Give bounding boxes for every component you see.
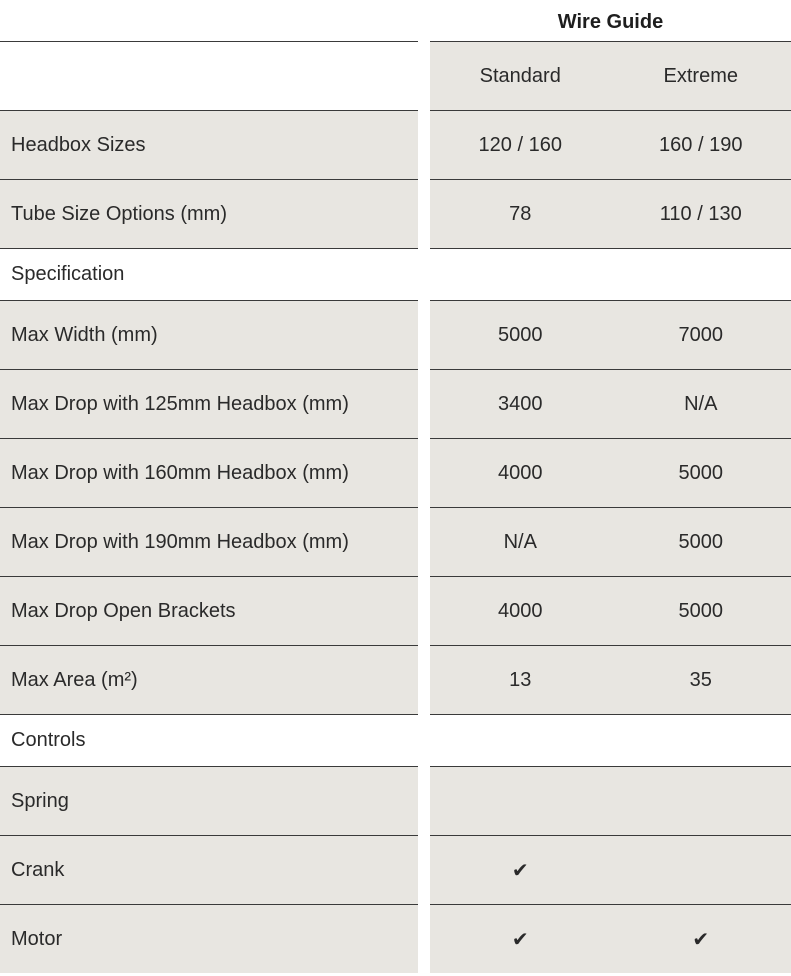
row-label: Max Area (m²) — [0, 645, 418, 714]
cell-extreme: 5000 — [678, 530, 723, 553]
table-row — [0, 369, 791, 438]
spec-table — [0, 41, 791, 973]
table-row — [0, 766, 791, 835]
table-header-row — [0, 41, 791, 110]
table-row — [0, 645, 791, 714]
cell-extreme: 7000 — [678, 323, 723, 346]
table-row — [0, 438, 791, 507]
table-row — [0, 179, 791, 248]
cell-standard: 120 / 160 — [478, 133, 562, 156]
cell-standard: 4000 — [498, 461, 543, 484]
row-label: Max Drop with 190mm Headbox (mm) — [0, 507, 418, 576]
table-row — [0, 576, 791, 645]
cell-standard — [430, 767, 611, 835]
cell-standard: 3400 — [498, 392, 543, 415]
row-label: Crank — [0, 835, 418, 904]
row-label: Spring — [0, 766, 418, 835]
column-header-extreme: Extreme — [663, 64, 738, 87]
row-values — [430, 110, 791, 179]
cell-extreme: 5000 — [678, 461, 723, 484]
row-values — [430, 645, 791, 714]
header-values — [430, 41, 791, 110]
table-row — [0, 835, 791, 904]
row-values — [430, 179, 791, 248]
row-label: Max Drop with 160mm Headbox (mm) — [0, 438, 418, 507]
row-label: Max Width (mm) — [0, 300, 418, 369]
cell-extreme: N/A — [684, 392, 718, 415]
row-values — [430, 766, 791, 835]
cell-standard: 5000 — [498, 323, 543, 346]
row-values — [430, 835, 791, 904]
header-label-cell — [0, 41, 418, 110]
cell-standard: 78 — [509, 202, 532, 225]
row-label: Max Drop with 125mm Headbox (mm) — [0, 369, 418, 438]
section-label: Specification — [0, 248, 418, 300]
row-label: Tube Size Options (mm) — [0, 179, 418, 248]
cell-extreme — [611, 767, 791, 835]
cell-standard: 4000 — [498, 599, 543, 622]
table-group-title: Wire Guide — [557, 11, 664, 33]
section-spacer — [430, 248, 791, 300]
row-values — [430, 576, 791, 645]
cell-extreme: 5000 — [678, 599, 723, 622]
section-header-controls — [0, 714, 791, 766]
checkmark-icon: ✔ — [511, 858, 529, 882]
row-label: Motor — [0, 904, 418, 973]
cell-extreme: 35 — [689, 668, 712, 691]
section-spacer — [430, 714, 791, 766]
cell-extreme: 160 / 190 — [659, 133, 743, 156]
row-label: Max Drop Open Brackets — [0, 576, 418, 645]
table-row — [0, 904, 791, 973]
checkmark-icon: ✔ — [511, 927, 529, 951]
row-values — [430, 369, 791, 438]
checkmark-icon: ✔ — [692, 927, 710, 951]
row-values — [430, 300, 791, 369]
row-label: Headbox Sizes — [0, 110, 418, 179]
table-row — [0, 507, 791, 576]
cell-standard: 13 — [509, 668, 532, 691]
section-label: Controls — [0, 714, 418, 766]
column-header-standard: Standard — [479, 64, 561, 87]
table-row — [0, 110, 791, 179]
cell-standard: N/A — [503, 530, 537, 553]
section-header-specification — [0, 248, 791, 300]
row-values — [430, 507, 791, 576]
cell-extreme — [611, 836, 791, 904]
row-values — [430, 904, 791, 973]
cell-extreme: 110 / 130 — [659, 202, 742, 225]
table-row — [0, 300, 791, 369]
row-values — [430, 438, 791, 507]
